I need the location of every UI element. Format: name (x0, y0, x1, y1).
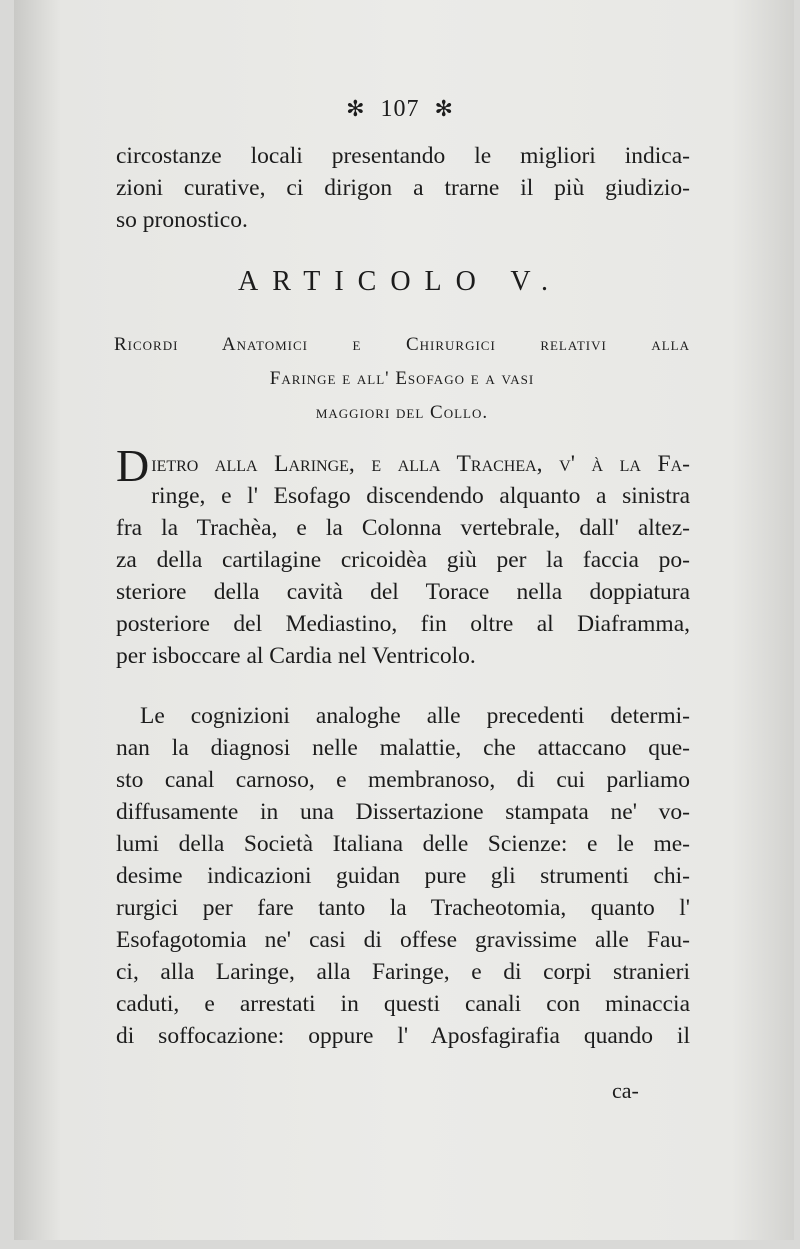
text-line: Esofagotomia ne' casi di offese gravissime alle Fau- (116, 927, 690, 953)
text-line: za della cartilagine cricoidèa giù per la faccia po- (116, 547, 690, 573)
text-line: diffusamente in una Dissertazione stampata ne' vo- (116, 799, 690, 825)
catchword: ca- (612, 1078, 639, 1103)
page-header (0, 96, 800, 123)
paragraph-1 (116, 440, 690, 672)
text-line: Le cognizioni analoghe alle precedenti determi- (140, 703, 690, 729)
subtitle-line: Faringe e all' Esofago e a vasi (269, 368, 535, 389)
text-line: steriore della cavità del Torace nella doppiatura (116, 579, 690, 605)
text-line: desime indicazioni guidan pure gli strumenti chi- (116, 863, 690, 889)
article-title: ARTICOLO V. (238, 266, 562, 297)
text-line: fra la Trachèa, e la Colonna vertebrale, dall' altez- (116, 515, 690, 541)
text-line: ringe, e l' Esofago discendendo alquanto a sinistra (151, 483, 690, 509)
ornament-left-icon: ✻ (346, 96, 366, 121)
page-number: 107 (380, 96, 420, 122)
drop-cap: D (116, 440, 150, 491)
ornament-right-icon: ✻ (434, 96, 454, 121)
article-subtitle (114, 328, 690, 430)
text-line: Dietro alla Laringe, e alla Trachea, v' à la Fa- (116, 440, 690, 491)
text-line: caduti, e arrestati in questi canali con minaccia (116, 991, 690, 1017)
text-line: sto canal carnoso, e membranoso, di cui parliamo (116, 767, 690, 793)
text-line: nan la diagnosi nelle malattie, che attaccano que- (116, 735, 690, 761)
intro-paragraph (116, 140, 690, 236)
text-line: rurgici per fare tanto la Tracheotomia, quanto l' (116, 895, 690, 921)
text-line: lumi della Società Italiana delle Scienze: e le me- (116, 831, 690, 857)
text-line: per isboccare al Cardia nel Ventricolo. (116, 643, 476, 669)
text-line: di soffocazione: oppure l' Aposfagirafia quando il (116, 1023, 690, 1049)
text-line: ci, alla Laringe, alla Faringe, e di corpi stranieri (116, 959, 690, 985)
paragraph-2 (116, 700, 690, 1052)
text-line: so pronostico. (116, 207, 248, 233)
text-line: posteriore del Mediastino, fin oltre al Diaframma, (116, 611, 690, 637)
subtitle-line: maggiori del Collo. (315, 402, 489, 423)
subtitle-line: Ricordi Anatomici e Chirurgici relativi alla (114, 334, 690, 355)
text-line: zioni curative, ci dirigon a trarne il più giudizio- (116, 175, 690, 201)
text-line: circostanze locali presentando le migliori indica- (116, 143, 690, 169)
